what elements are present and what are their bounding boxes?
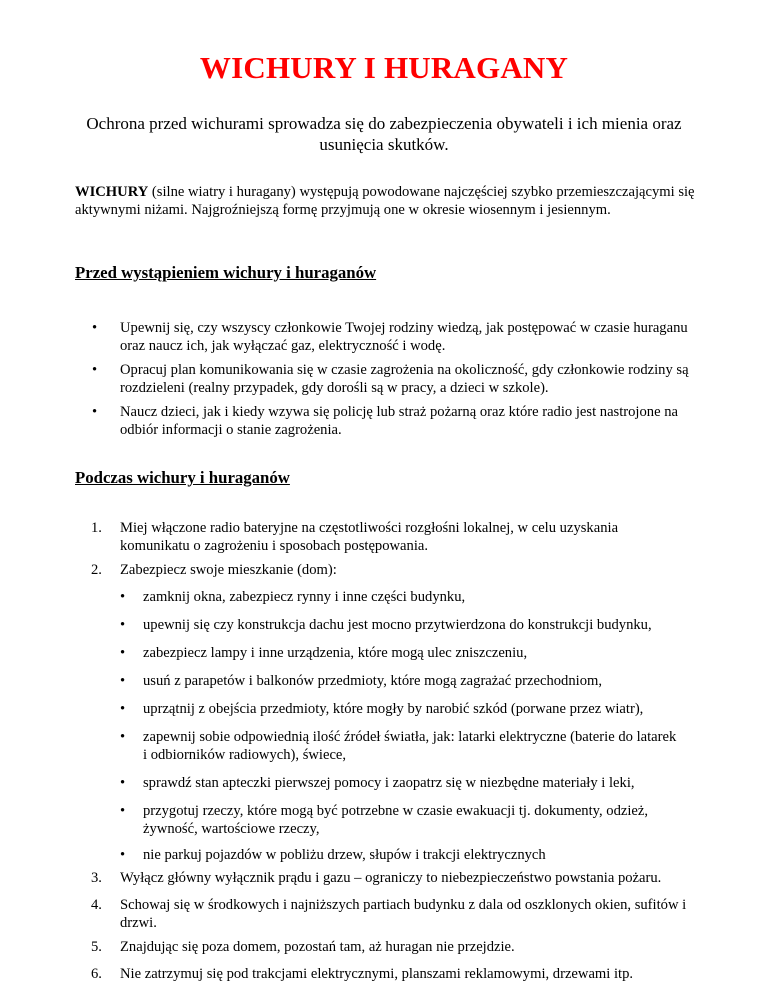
bullet-marker: • <box>120 701 126 717</box>
bullet-marker: • <box>120 729 126 745</box>
sub-item-6: zapewnij sobie odpowiednią ilość źródeł światła, jak: latarki elektryczne (baterie do latarek i odbiorników radiowych), świece, <box>143 729 677 763</box>
bullet-marker: • <box>120 589 126 605</box>
bullet-marker: • <box>120 645 126 661</box>
bullet-marker: • <box>92 362 98 378</box>
list-number: 5. <box>91 939 102 955</box>
before-item-3: Naucz dzieci, jak i kiedy wzywa się policję lub straż pożarną oraz które radio jest nastrojone na odbiór informacji o stanie zagrożenia. <box>120 404 678 438</box>
document-title: WICHURY I HURAGANY <box>199 50 569 85</box>
bullet-marker: • <box>120 803 126 819</box>
sub-item-1: zamknij okna, zabezpiecz rynny i inne części budynku, <box>143 589 466 605</box>
bullet-marker: • <box>120 617 126 633</box>
list-number: 4. <box>91 897 102 913</box>
during-item-4: Schowaj się w środkowych i najniższych partiach budynku z dala od oszklonych okien, sufitów i drzwi. <box>120 897 687 931</box>
before-item-1: Upewnij się, czy wszyscy członkowie Twojej rodziny wiedzą, jak postępować w czasie huraganu oraz naucz ich, jak wyłączać gaz, elektryczność i wodę. <box>120 320 688 354</box>
definition-term: WICHURY <box>75 184 149 200</box>
during-item-2: Zabezpiecz swoje mieszkanie (dom): <box>120 562 337 578</box>
sub-item-8: przygotuj rzeczy, które mogą być potrzebne w czasie ewakuacji tj. dokumenty, odzież, żywność, wartościowe rzeczy, <box>143 803 649 837</box>
heading-during: Podczas wichury i huraganów <box>75 468 290 487</box>
sub-item-5: uprzątnij z obejścia przedmioty, które mogły by narobić szkód (porwane przez wiatr), <box>143 701 644 717</box>
sub-item-4: usuń z parapetów i balkonów przedmioty, które mogą zagrażać przechodniom, <box>143 673 602 689</box>
definition-paragraph <box>75 183 695 219</box>
sub-item-3: zabezpiecz lampy i inne urządzenia, które mogą ulec zniszczeniu, <box>143 645 528 661</box>
heading-before: Przed wystąpieniem wichury i huraganów <box>75 263 377 282</box>
bullet-marker: • <box>92 320 98 336</box>
during-item-5: Znajdując się poza domem, pozostań tam, aż huragan nie przejdzie. <box>120 939 515 955</box>
sub-item-2: upewnij się czy konstrukcja dachu jest mocno przytwierdzona do konstrukcji budynku, <box>143 617 652 633</box>
sub-item-9: nie parkuj pojazdów w pobliżu drzew, słupów i trakcji elektrycznych <box>143 847 546 863</box>
bullet-marker: • <box>120 673 126 689</box>
list-number: 2. <box>91 562 102 578</box>
bullet-marker: • <box>92 404 98 420</box>
list-number: 6. <box>91 966 102 982</box>
list-number: 3. <box>91 870 102 886</box>
during-item-3: Wyłącz główny wyłącznik prądu i gazu – ograniczy to niebezpieczeństwo powstania pożaru. <box>120 870 662 886</box>
intro-paragraph: Ochrona przed wichurami sprowadza się do zabezpieczenia obywateli i ich mienia oraz usunięcia skutków. <box>86 114 682 154</box>
definition-text: (silne wiatry i huragany) występują powodowane najczęściej szybko przemieszczającymi się aktywnymi niżami. Najgroźniejszą formę przyjmują one w okresie wiosennym i jesiennym. <box>75 184 695 218</box>
bullet-marker: • <box>120 847 126 863</box>
bullet-marker: • <box>120 775 126 791</box>
during-item-6: Nie zatrzymuj się pod trakcjami elektrycznymi, planszami reklamowymi, drzewami itp. <box>120 966 634 982</box>
during-item-1: Miej włączone radio bateryjne na częstotliwości rozgłośni lokalnej, w celu uzyskania komunikatu o zagrożeniu i sposobach postępowania. <box>120 520 619 554</box>
sub-item-7: sprawdź stan apteczki pierwszej pomocy i zaopatrz się w niezbędne materiały i leki, <box>143 775 635 791</box>
before-item-2: Opracuj plan komunikowania się w czasie zagrożenia na okoliczność, gdy członkowie rodziny są rozdzieleni (realny przypadek, gdy dorośli są w pracy, a dzieci w szkole). <box>120 362 689 396</box>
list-number: 1. <box>91 520 102 536</box>
